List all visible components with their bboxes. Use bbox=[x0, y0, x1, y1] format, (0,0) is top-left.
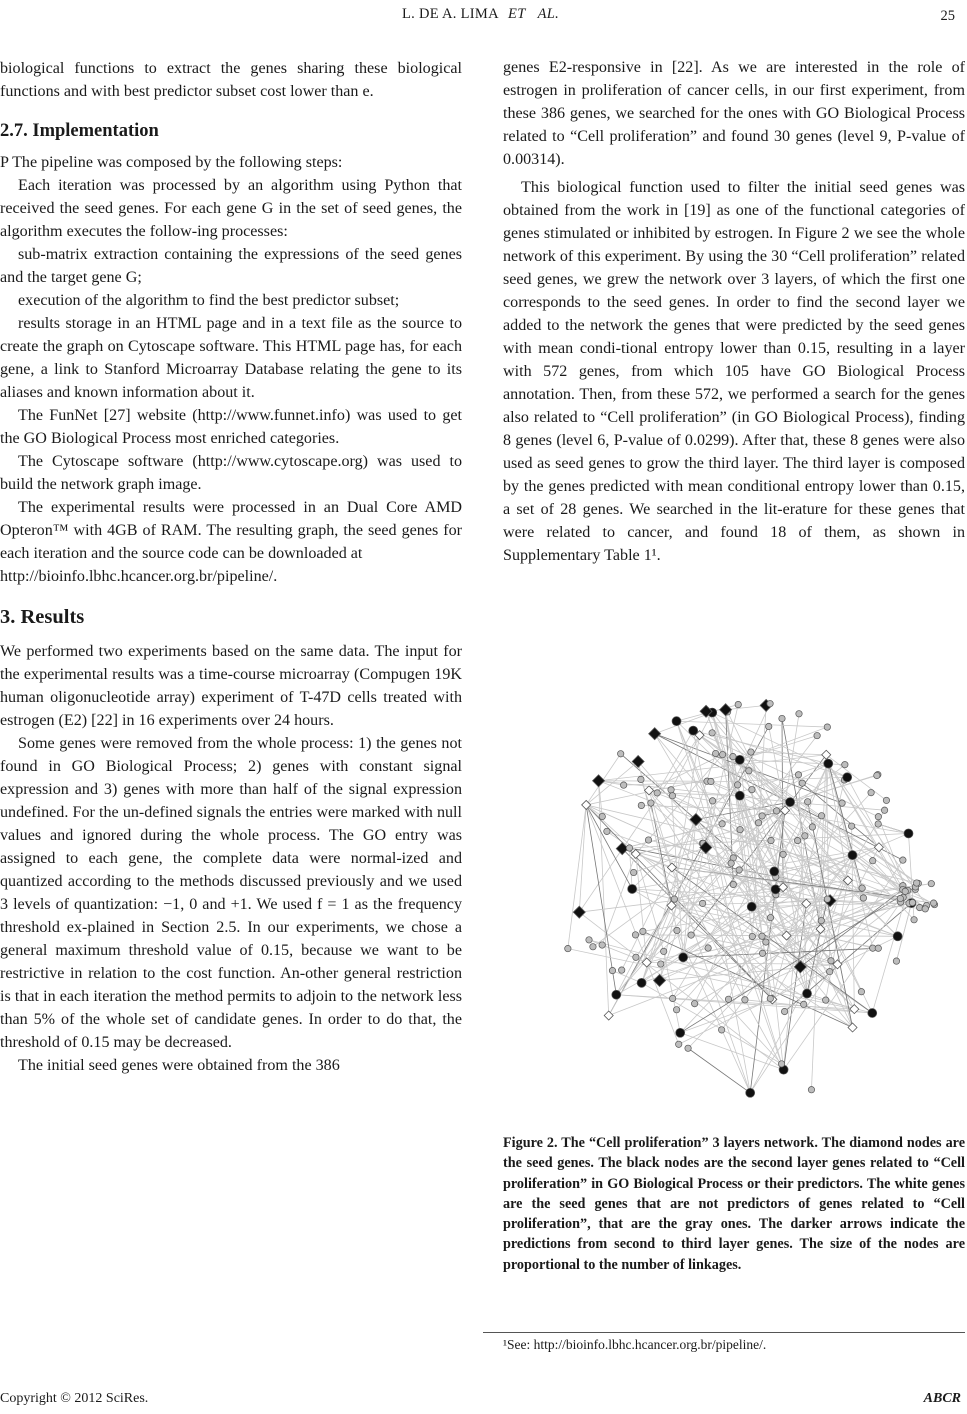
second-layer-node bbox=[786, 798, 795, 807]
third-layer-node bbox=[618, 967, 624, 973]
third-layer-node bbox=[828, 958, 834, 964]
third-layer-node bbox=[911, 917, 917, 923]
page-header bbox=[0, 6, 967, 30]
right-column bbox=[503, 56, 965, 567]
third-layer-node bbox=[767, 995, 773, 1001]
figure-caption: Figure 2. The “Cell proliferation” 3 layers network. The diamond nodes are the seed genes. The black nodes are the second layer genes related to “Cell proliferation” in GO Biological Process or their predictors. The white genes are the seed genes that are not predictors of genes related to “Cell proliferation”, that are the gray ones. The darker arrows indicate the predictions from second to third layer genes. The size of the nodes are proportional to the number of linkages. bbox=[503, 1135, 965, 1273]
third-layer-node bbox=[709, 798, 715, 804]
paragraph-right-1: genes E2-responsive in [22]. As we are interested in the role of estrogen in proliferation of cancer cells, in our first experiment, from these 386 genes, we searched for the ones with GO Biological Process related to “Cell proliferation” and found 30 genes (level 9, P-value of 0.00314). bbox=[503, 59, 965, 168]
copyright-notice: Copyright © 2012 SciRes. bbox=[0, 1391, 149, 1406]
second-layer-node bbox=[735, 791, 744, 800]
footnote: ¹See: http://bioinfo.lbhc.hcancer.org.br/pipeline/. bbox=[503, 1337, 767, 1352]
third-layer-node bbox=[779, 715, 785, 721]
third-layer-node bbox=[586, 937, 592, 943]
second-layer-node bbox=[679, 953, 688, 962]
third-layer-node bbox=[699, 900, 705, 906]
seed-node-white bbox=[604, 1011, 613, 1020]
third-layer-node bbox=[633, 954, 639, 960]
seed-node-black bbox=[649, 728, 661, 740]
download-url: http://bioinfo.lbhc.hcancer.org.br/pipeline/. bbox=[0, 568, 278, 585]
third-layer-node bbox=[691, 1000, 697, 1006]
network-edge bbox=[740, 736, 817, 760]
third-layer-node bbox=[669, 995, 675, 1001]
third-layer-node bbox=[759, 813, 765, 819]
paragraph-cytoscape: The Cytoscape software (http://www.cytoscape.org) was used to build the network graph image. bbox=[0, 453, 462, 493]
third-layer-node bbox=[799, 780, 805, 786]
third-layer-node bbox=[730, 881, 736, 887]
third-layer-node bbox=[676, 1041, 682, 1047]
second-layer-node bbox=[843, 773, 852, 782]
third-layer-node bbox=[617, 751, 623, 757]
third-layer-node bbox=[640, 928, 646, 934]
third-layer-node bbox=[674, 927, 680, 933]
third-layer-node bbox=[893, 958, 899, 964]
second-layer-node bbox=[676, 1028, 685, 1037]
third-layer-node bbox=[626, 845, 632, 851]
third-layer-node bbox=[794, 837, 800, 843]
paragraph-iteration: Each iteration was processed by an algorithm using Python that received the seed genes. For each gene G in the set of seed genes, the algorithm executes the follow-ing processes: bbox=[0, 177, 462, 240]
second-layer-node bbox=[803, 989, 812, 998]
third-layer-node bbox=[839, 800, 845, 806]
second-layer-node bbox=[824, 759, 833, 768]
second-layer-node bbox=[689, 726, 698, 735]
seed-node-black bbox=[593, 775, 605, 787]
second-layer-node bbox=[735, 755, 744, 764]
third-layer-node bbox=[767, 700, 773, 706]
third-layer-node bbox=[736, 867, 742, 873]
second-layer-node bbox=[893, 932, 902, 941]
third-layer-node bbox=[719, 821, 725, 827]
third-layer-node bbox=[609, 967, 615, 973]
third-layer-node bbox=[719, 751, 725, 757]
third-layer-node bbox=[749, 786, 755, 792]
third-layer-node bbox=[685, 1045, 691, 1051]
second-layer-node bbox=[904, 829, 913, 838]
third-layer-node bbox=[763, 939, 769, 945]
network-edge bbox=[688, 1048, 750, 1093]
network-edge bbox=[655, 713, 713, 734]
third-layer-node bbox=[748, 749, 754, 755]
network-edge bbox=[579, 805, 586, 912]
third-layer-node bbox=[930, 900, 936, 906]
third-layer-node bbox=[778, 1061, 784, 1067]
third-layer-node bbox=[868, 789, 874, 795]
third-layer-node bbox=[730, 753, 736, 759]
author-name: L. DE A. LIMA bbox=[401, 6, 499, 22]
third-layer-node bbox=[773, 808, 779, 814]
network-edge bbox=[677, 721, 828, 727]
third-layer-node bbox=[648, 800, 654, 806]
third-layer-node bbox=[654, 790, 660, 796]
third-layer-node bbox=[668, 787, 674, 793]
second-layer-node bbox=[848, 851, 857, 860]
third-layer-node bbox=[746, 768, 752, 774]
third-layer-node bbox=[874, 772, 880, 778]
third-layer-node bbox=[632, 932, 638, 938]
third-layer-node bbox=[599, 813, 605, 819]
paragraph-results-1: We performed two experiments based on the same data. The input for the experimental results was a time-course microarray (Compugen 19K human oligonucleotide array) experiment of T-47D cells treated with estrogen (E2) [22] in 16 experiments over 24 hours. bbox=[0, 643, 462, 729]
third-layer-node bbox=[823, 997, 829, 1003]
third-layer-node bbox=[824, 896, 830, 902]
second-layer-node bbox=[771, 885, 780, 894]
second-layer-node bbox=[868, 1009, 877, 1018]
third-layer-node bbox=[875, 945, 881, 951]
paragraph-right-2: This biological function used to filter the initial seed genes was obtained from the work in [19] as one of the functional categories of genes stimulated or inhibited by estrogen. In Figure 2 we see the whole network of this experiment. By using the 30 “Cell proliferation” related seed genes, we grew the network over 3 layers, of which the first one corresponds to the seed genes. In order to find the second layer we added to the network the genes that were predicted by the seed genes with mean condi-tional entropy lower than 0.15, resulting in a layer with 572 genes, from which 105 have GO Biological Process annotation. Then, from these 572, we performed a search for the genes also related to “Cell proliferation” (in GO Biological Process), finding 8 genes (level 6, P-value of 0.0299). After that, these 8 genes were also used as seed genes to grow the third layer. The third layer is composed by the genes predicted with mean conditional entropy lower than 0.15, a set of 28 genes. We searched in the lit-erature for these genes that were related to cancer, and found 18 of them, as shown in Supplementary Table 1¹. bbox=[503, 179, 965, 564]
second-layer-node bbox=[770, 867, 779, 876]
paragraph-results-2: Some genes were removed from the whole process: 1) the genes not found in GO Biological Process; 2) genes with constant signal expression and 3) genes with more than half of the signal expression undefined. For the un-defined signals the entries were marked with null values and ignored during the whole process. The GO entry was assigned to each gene, the complete data were normal-ized and quantized according to the methods discussed previously and we used 3 levels of quantization: −1, 0 and +1. We used f = 1 as the frequency threshold ex-plained in Section 2.5. In our experiments, we chose a general maximum threshold value of 0.15, because we want to be restrictive in relation to the cost function. An-other general restriction is that in each iteration the method permits to adjoin to the network less than 5% of the whole set of candidate genes. In order to do that, the threshold of 0.15 may be decreased. bbox=[0, 735, 462, 1051]
third-layer-node bbox=[870, 858, 876, 864]
third-layer-node bbox=[638, 802, 644, 808]
third-layer-node bbox=[808, 1087, 814, 1093]
third-layer-node bbox=[658, 961, 664, 967]
third-layer-node bbox=[759, 933, 765, 939]
third-layer-node bbox=[709, 730, 715, 736]
second-layer-node bbox=[672, 717, 681, 726]
left-column bbox=[0, 57, 462, 1077]
third-layer-node bbox=[802, 833, 808, 839]
third-layer-node bbox=[818, 917, 824, 923]
third-layer-node bbox=[708, 778, 714, 784]
second-layer-node bbox=[637, 978, 646, 987]
third-layer-node bbox=[749, 933, 755, 939]
third-layer-node bbox=[801, 1001, 807, 1007]
figure-network-graph bbox=[503, 688, 965, 1128]
network-edge bbox=[649, 755, 723, 791]
third-layer-node bbox=[875, 821, 881, 827]
third-layer-node bbox=[781, 1008, 787, 1014]
paragraph-steps: P The pipeline was composed by the following steps: bbox=[0, 154, 343, 171]
third-layer-node bbox=[902, 888, 908, 894]
section-heading-results: 3. Results bbox=[0, 606, 85, 628]
paragraph-submatrix: sub-matrix extraction containing the expressions of the seed genes and the target gene G; bbox=[0, 246, 462, 286]
third-layer-node bbox=[883, 797, 889, 803]
third-layer-node bbox=[860, 895, 866, 901]
third-layer-node bbox=[688, 932, 694, 938]
third-layer-node bbox=[725, 996, 731, 1002]
third-layer-node bbox=[673, 1007, 679, 1013]
third-layer-node bbox=[565, 945, 571, 951]
third-layer-node bbox=[796, 711, 802, 717]
network-edge bbox=[642, 905, 672, 982]
third-layer-node bbox=[795, 772, 801, 778]
seed-node-black bbox=[573, 906, 585, 918]
third-layer-node bbox=[766, 723, 772, 729]
third-layer-node bbox=[897, 895, 903, 901]
page-footer bbox=[0, 1391, 967, 1411]
third-layer-node bbox=[669, 793, 675, 799]
third-layer-node bbox=[661, 948, 667, 954]
third-layer-node bbox=[705, 945, 711, 951]
network-edges bbox=[568, 704, 935, 1093]
third-layer-node bbox=[842, 761, 848, 767]
second-layer-node bbox=[628, 884, 637, 893]
third-layer-node bbox=[913, 880, 919, 886]
footnote-rule bbox=[483, 1332, 965, 1333]
third-layer-node bbox=[712, 750, 718, 756]
third-layer-node bbox=[922, 906, 928, 912]
third-layer-node bbox=[645, 837, 651, 843]
third-layer-node bbox=[604, 828, 610, 834]
paragraph-execution: execution of the algorithm to find the best predictor subset; bbox=[18, 292, 400, 309]
seed-node-white bbox=[822, 750, 831, 759]
paragraph-storage: results storage in an HTML page and in a text file as the source to create the graph on Cytoscape software. This HTML page has, for each gene, a link to Stanford Microarray Database relating the gene to its aliases and known information about it. bbox=[0, 315, 462, 401]
network-graph-image bbox=[503, 688, 965, 1128]
third-layer-node bbox=[909, 899, 915, 905]
third-layer-node bbox=[804, 799, 810, 805]
third-layer-node bbox=[824, 724, 830, 730]
network-edge bbox=[568, 805, 586, 949]
page-number: 25 bbox=[940, 8, 955, 24]
third-layer-node bbox=[737, 826, 743, 832]
third-layer-node bbox=[767, 914, 773, 920]
paragraph-results-3: The initial seed genes were obtained from the 386 bbox=[18, 1057, 340, 1074]
third-layer-node bbox=[768, 837, 774, 843]
second-layer-node bbox=[747, 902, 756, 911]
third-layer-node bbox=[858, 989, 864, 995]
paragraph-funnet: The FunNet [27] website (http://www.funnet.info) was used to get the GO Biological Process most enriched categories. bbox=[0, 407, 462, 447]
third-layer-node bbox=[818, 813, 824, 819]
network-edge bbox=[673, 904, 807, 999]
author-al: AL. bbox=[537, 6, 560, 22]
third-layer-node bbox=[881, 807, 887, 813]
third-layer-node bbox=[848, 823, 854, 829]
third-layer-node bbox=[734, 782, 740, 788]
second-layer-node bbox=[612, 990, 621, 999]
journal-name: ABCR bbox=[923, 1391, 961, 1406]
third-layer-node bbox=[728, 860, 734, 866]
running-head bbox=[0, 6, 967, 23]
third-layer-node bbox=[599, 942, 605, 948]
section-heading-implementation: 2.7. Implementation bbox=[0, 121, 159, 141]
third-layer-node bbox=[759, 950, 765, 956]
network-edge bbox=[740, 760, 919, 884]
third-layer-node bbox=[755, 820, 761, 826]
third-layer-node bbox=[630, 869, 636, 875]
third-layer-node bbox=[875, 814, 881, 820]
third-layer-node bbox=[809, 824, 815, 830]
third-layer-node bbox=[900, 857, 906, 863]
third-layer-node bbox=[859, 885, 865, 891]
author-et: ET bbox=[508, 6, 526, 22]
third-layer-node bbox=[718, 1027, 724, 1033]
third-layer-node bbox=[735, 701, 741, 707]
third-layer-node bbox=[620, 782, 626, 788]
third-layer-node bbox=[742, 997, 748, 1003]
paragraph-intro: biological functions to extract the genes sharing these biological functions and with best predictor subset cost lower than e. bbox=[0, 60, 462, 100]
network-edge bbox=[680, 1033, 783, 1070]
third-layer-node bbox=[590, 944, 596, 950]
seed-node-white bbox=[667, 863, 676, 872]
third-layer-node bbox=[780, 851, 786, 857]
third-layer-node bbox=[827, 968, 833, 974]
second-layer-node bbox=[746, 1088, 755, 1097]
paragraph-hardware: The experimental results were processed in an Dual Core AMD Opteron™ with 4GB of RAM. The resulting graph, the seed genes for each iteration and the source code can be downloaded at bbox=[0, 499, 462, 562]
third-layer-node bbox=[814, 732, 820, 738]
third-layer-node bbox=[928, 880, 934, 886]
third-layer-node bbox=[638, 776, 644, 782]
